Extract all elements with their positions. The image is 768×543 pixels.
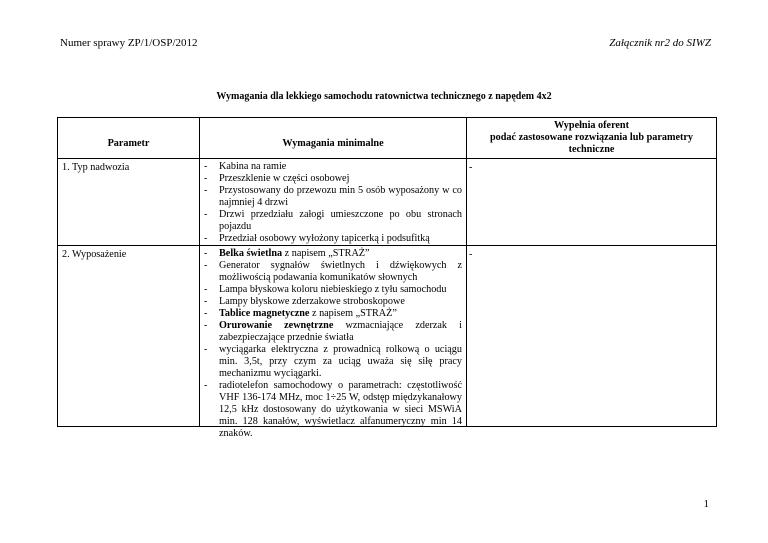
param-cell: 2. Wyposażenie bbox=[58, 246, 200, 427]
case-number: Numer sprawy ZP/1/OSP/2012 bbox=[60, 37, 198, 49]
table-row bbox=[58, 159, 717, 246]
list-item: - Kabina na ramie bbox=[204, 161, 462, 173]
offer-cell[interactable]: - bbox=[467, 159, 717, 246]
list-item: - Lampa błyskowa koloru niebieskiego z tyłu samochodu bbox=[204, 284, 462, 296]
list-item: - wyciągarka elektryczna z prowadnicą rolkową o uciągu min. 3,5t, przy czym za uciąg uważa się siłę pracy mechanizmu wyciągarki. bbox=[204, 344, 462, 380]
list-item: - Tablice magnetyczne z napisem „STRAŻ” bbox=[204, 308, 462, 320]
list-item: - Drzwi przedziału załogi umieszczone po obu stronach pojazdu bbox=[204, 209, 462, 233]
header-oferent bbox=[467, 118, 717, 159]
list-item: - Generator sygnałów świetlnych i dźwiękowych z możliwością podawania komunikatów słownych bbox=[204, 260, 462, 284]
list-item: - Przystosowany do przewozu min 5 osób wyposażony w co najmniej 4 drzwi bbox=[204, 185, 462, 209]
list-item: - Lampy błyskowe zderzakowe stroboskopowe bbox=[204, 296, 462, 308]
header-parametr: Parametr bbox=[58, 118, 200, 159]
table-header-row bbox=[58, 118, 717, 159]
requirements-table bbox=[57, 117, 717, 439]
requirements-cell bbox=[200, 159, 467, 246]
requirements-cell bbox=[200, 246, 467, 439]
offer-cell[interactable]: - bbox=[467, 246, 717, 427]
list-item: - radiotelefon samochodowy o parametrach: częstotliwość VHF 136-174 MHz, moc 1÷25 W, odstęp międzykanałowy 12,5 kHz dostosowany do użytkowania w sieci MSWiA min. 128 kanałów, wyświetlacz alfanumeryczny min 14 znaków. bbox=[204, 380, 462, 426]
list-item: - Przedział osobowy wyłożony tapicerką i podsufitką bbox=[204, 233, 462, 245]
list-item: - Belka świetlna z napisem „STRAŻ” bbox=[204, 248, 462, 260]
list-item: - Orurowanie zewnętrzne wzmacniające zderzak i zabezpieczające przednie światła bbox=[204, 320, 462, 344]
header-wymagania: Wymagania minimalne bbox=[200, 118, 467, 159]
document-title: Wymagania dla lekkiego samochodu ratownictwa technicznego z napędem 4x2 bbox=[216, 91, 552, 102]
page-number: 1 bbox=[703, 498, 709, 510]
attachment-label: Załącznik nr2 do SIWZ bbox=[609, 37, 711, 49]
header-oferent-line1: Wypełnia oferent bbox=[554, 120, 629, 131]
table-row bbox=[58, 246, 717, 427]
list-item: - Przeszklenie w części osobowej bbox=[204, 173, 462, 185]
param-cell: 1. Typ nadwozia bbox=[58, 159, 200, 246]
header-oferent-line2: podać zastosowane rozwiązania lub parametry techniczne bbox=[490, 132, 693, 155]
